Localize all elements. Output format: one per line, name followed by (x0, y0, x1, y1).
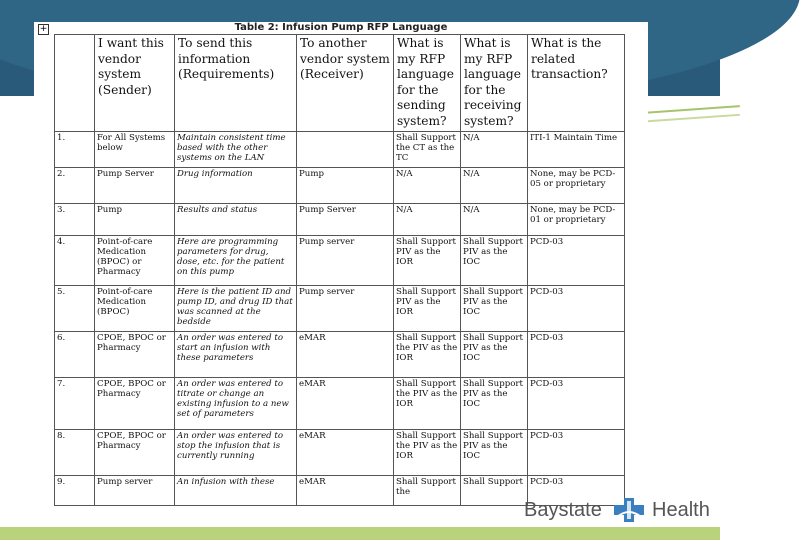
row-number: 7. (55, 377, 95, 429)
header-cell: What is the related transaction? (528, 35, 625, 132)
expand-icon[interactable]: + (39, 24, 48, 34)
table-cell: Shall Support PIV as the IOR (394, 285, 461, 331)
logo-text-right: Health (652, 499, 710, 521)
table-cell: CPOE, BPOC or Pharmacy (95, 429, 175, 475)
table-row (55, 235, 625, 285)
table-row (55, 131, 625, 167)
rfp-table (54, 34, 625, 506)
table-cell: An infusion with these (175, 475, 297, 505)
table-cell: Point-of-care Medication (BPOC) or Pharmacy (95, 235, 175, 285)
table-cell: N/A (394, 167, 461, 203)
table-cell: ITI-1 Maintain Time (528, 131, 625, 167)
table-cell: Drug information (175, 167, 297, 203)
table-cell: Shall Support (461, 475, 528, 505)
table-cell: PCD-03 (528, 235, 625, 285)
table-cell: Pump server (297, 235, 394, 285)
header-cell: To another vendor system (Receiver) (297, 35, 394, 132)
table-cell: N/A (394, 203, 461, 235)
table-cell: PCD-03 (528, 475, 625, 505)
table-cell: eMAR (297, 475, 394, 505)
table-cell: For All Systems below (95, 131, 175, 167)
header-cell: What is my RFP language for the sending system? (394, 35, 461, 132)
table-cell: Shall Support PIV as the IOR (394, 235, 461, 285)
table-cell: Maintain consistent time based with the other systems on the LAN (175, 131, 297, 167)
table-cell: eMAR (297, 429, 394, 475)
table-cell: Shall Support PIV as the IOC (461, 235, 528, 285)
table-cell (297, 131, 394, 167)
table-cell: Shall Support PIV as the IOC (461, 285, 528, 331)
table-cell: CPOE, BPOC or Pharmacy (95, 377, 175, 429)
table-cell: Here are programming parameters for drug, dose, etc. for the patient on this pump (175, 235, 297, 285)
header-cell: I want this vendor system (Sender) (95, 35, 175, 132)
table-cell: eMAR (297, 377, 394, 429)
table-cell: PCD-03 (528, 429, 625, 475)
table-row (55, 167, 625, 203)
table-cell: Shall Support PIV as the IOC (461, 429, 528, 475)
table-row (55, 285, 625, 331)
table-cell: PCD-03 (528, 331, 625, 377)
table-cell: CPOE, BPOC or Pharmacy (95, 331, 175, 377)
table-cell: Pump (95, 203, 175, 235)
row-number: 1. (55, 131, 95, 167)
table-cell: An order was entered to stop the infusion that is currently running (175, 429, 297, 475)
table-cell: An order was entered to titrate or change an existing infusion to a new set of parameters (175, 377, 297, 429)
table-cell: Point-of-care Medication (BPOC) (95, 285, 175, 331)
logo-text-left: Baystate (524, 499, 602, 521)
table-row (55, 203, 625, 235)
table-cell: eMAR (297, 331, 394, 377)
table-row (55, 331, 625, 377)
row-number: 9. (55, 475, 95, 505)
embedded-document (34, 22, 648, 497)
table-cell: Pump Server (297, 203, 394, 235)
table-cell: Shall Support the PIV as the IOR (394, 429, 461, 475)
table-cell: Shall Support PIV as the IOC (461, 377, 528, 429)
footer-bar (0, 527, 720, 540)
row-number: 3. (55, 203, 95, 235)
header-cell: To send this information (Requirements) (175, 35, 297, 132)
table-cell: Shall Support the PIV as the IOR (394, 331, 461, 377)
table-cell: Pump (297, 167, 394, 203)
table-cell: N/A (461, 131, 528, 167)
table-cell: Here is the patient ID and pump ID, and drug ID that was scanned at the bedside (175, 285, 297, 331)
row-number: 5. (55, 285, 95, 331)
table-cell: An order was entered to start an infusion with these parameters (175, 331, 297, 377)
table-cell: None, may be PCD-01 or proprietary (528, 203, 625, 235)
table-row (55, 429, 625, 475)
row-number: 6. (55, 331, 95, 377)
table-cell: Shall Support the CT as the TC (394, 131, 461, 167)
table-cell: N/A (461, 203, 528, 235)
table-header-row (55, 35, 625, 132)
logo-cross-icon (612, 497, 646, 523)
table-cell: Pump server (95, 475, 175, 505)
table-cell: Pump Server (95, 167, 175, 203)
baystate-health-logo (524, 497, 714, 525)
table-cell: Results and status (175, 203, 297, 235)
header-cell: What is my RFP language for the receiving system? (461, 35, 528, 132)
table-cell: Shall Support PIV as the IOC (461, 331, 528, 377)
table-cell: PCD-03 (528, 285, 625, 331)
table-cell: Shall Support the (394, 475, 461, 505)
row-number: 2. (55, 167, 95, 203)
table-row (55, 377, 625, 429)
row-number: 4. (55, 235, 95, 285)
row-number: 8. (55, 429, 95, 475)
table-cell: Pump server (297, 285, 394, 331)
table-cell: N/A (461, 167, 528, 203)
table-cell: None, may be PCD-05 or proprietary (528, 167, 625, 203)
table-cell: Shall Support the PIV as the IOR (394, 377, 461, 429)
document-title: Table 2: Infusion Pump RFP Language (234, 22, 448, 33)
table-cell: PCD-03 (528, 377, 625, 429)
header-cell (55, 35, 95, 132)
